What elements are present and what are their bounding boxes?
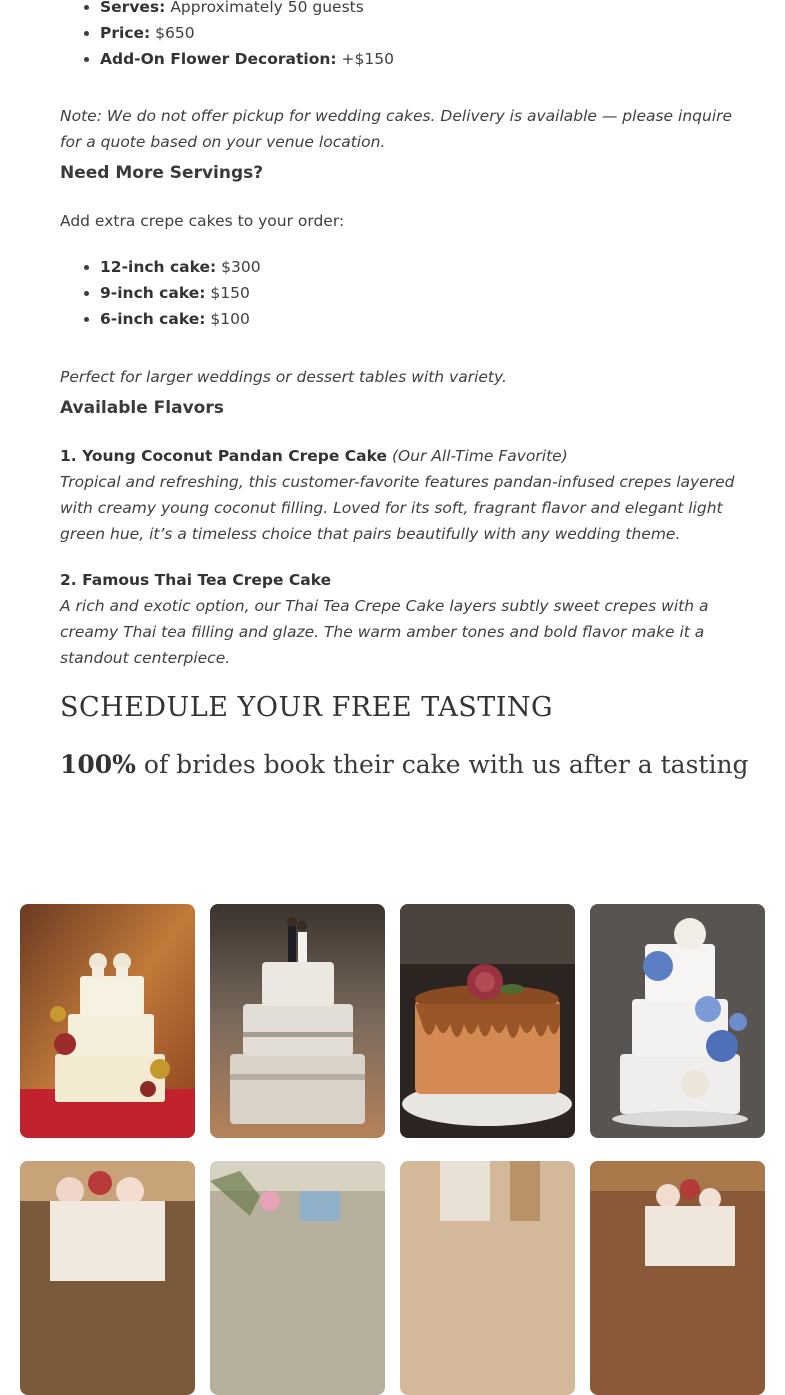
cake-photo-3[interactable] xyxy=(400,904,575,1138)
cake-photo-2[interactable] xyxy=(210,904,385,1138)
flavors-heading: Available Flavors xyxy=(60,398,224,418)
delivery-note: Note: We do not offer pickup for wedding cakes. Delivery is available — please inquire for a quote based on your venue location. xyxy=(60,106,733,151)
cake-photo-8[interactable] xyxy=(590,1161,765,1395)
servings-intro: Add extra crepe cakes to your order: xyxy=(60,212,345,230)
servings-heading: Need More Servings? xyxy=(60,163,264,183)
cake-details-list xyxy=(60,0,394,72)
list-item: • Add-On Flower Decoration: +$150 xyxy=(100,46,394,72)
flavor-description: Tropical and refreshing, this customer-favorite features pandan-infused crepes layered with creamy young coconut filling. Loved for its soft, fragrant flavor and elegant light green hue, it’s a timeless choice that pairs beautifully with any wedding theme. xyxy=(60,473,735,543)
cake-photo-4[interactable] xyxy=(590,904,765,1138)
flavor-title: 2. Famous Thai Tea Crepe Cake xyxy=(60,571,332,589)
servings-note: Perfect for larger weddings or dessert tables with variety. xyxy=(60,367,507,386)
servings-list xyxy=(60,254,261,332)
list-item: • Price: $650 xyxy=(100,20,394,46)
list-item: • 6-inch cake: $100 xyxy=(100,306,261,332)
tasting-stat xyxy=(60,750,749,779)
stat-number: 100% xyxy=(60,750,136,779)
flavor-description: A rich and exotic option, our Thai Tea Crepe Cake layers subtly sweet crepes with a creamy Thai tea filling and glaze. The warm amber tones and bold flavor make it a standout centerpiece. xyxy=(60,597,709,667)
list-item: • 12-inch cake: $300 xyxy=(100,254,261,280)
flavor-item xyxy=(60,443,750,547)
tasting-heading: SCHEDULE YOUR FREE TASTING xyxy=(60,692,554,723)
flavor-title: 1. Young Coconut Pandan Crepe Cake xyxy=(60,447,388,465)
flavor-tag: (Our All-Time Favorite) xyxy=(391,447,568,465)
cake-photo-6[interactable] xyxy=(210,1161,385,1395)
cake-photo-5[interactable] xyxy=(20,1161,195,1395)
list-item: • Serves: Approximately 50 guests xyxy=(100,0,394,20)
cake-photo-7[interactable] xyxy=(400,1161,575,1395)
cake-photo-1[interactable] xyxy=(20,904,195,1138)
flavor-item xyxy=(60,567,750,671)
list-item: • 9-inch cake: $150 xyxy=(100,280,261,306)
stat-text: of brides book their cake with us after a tasting xyxy=(143,750,749,779)
